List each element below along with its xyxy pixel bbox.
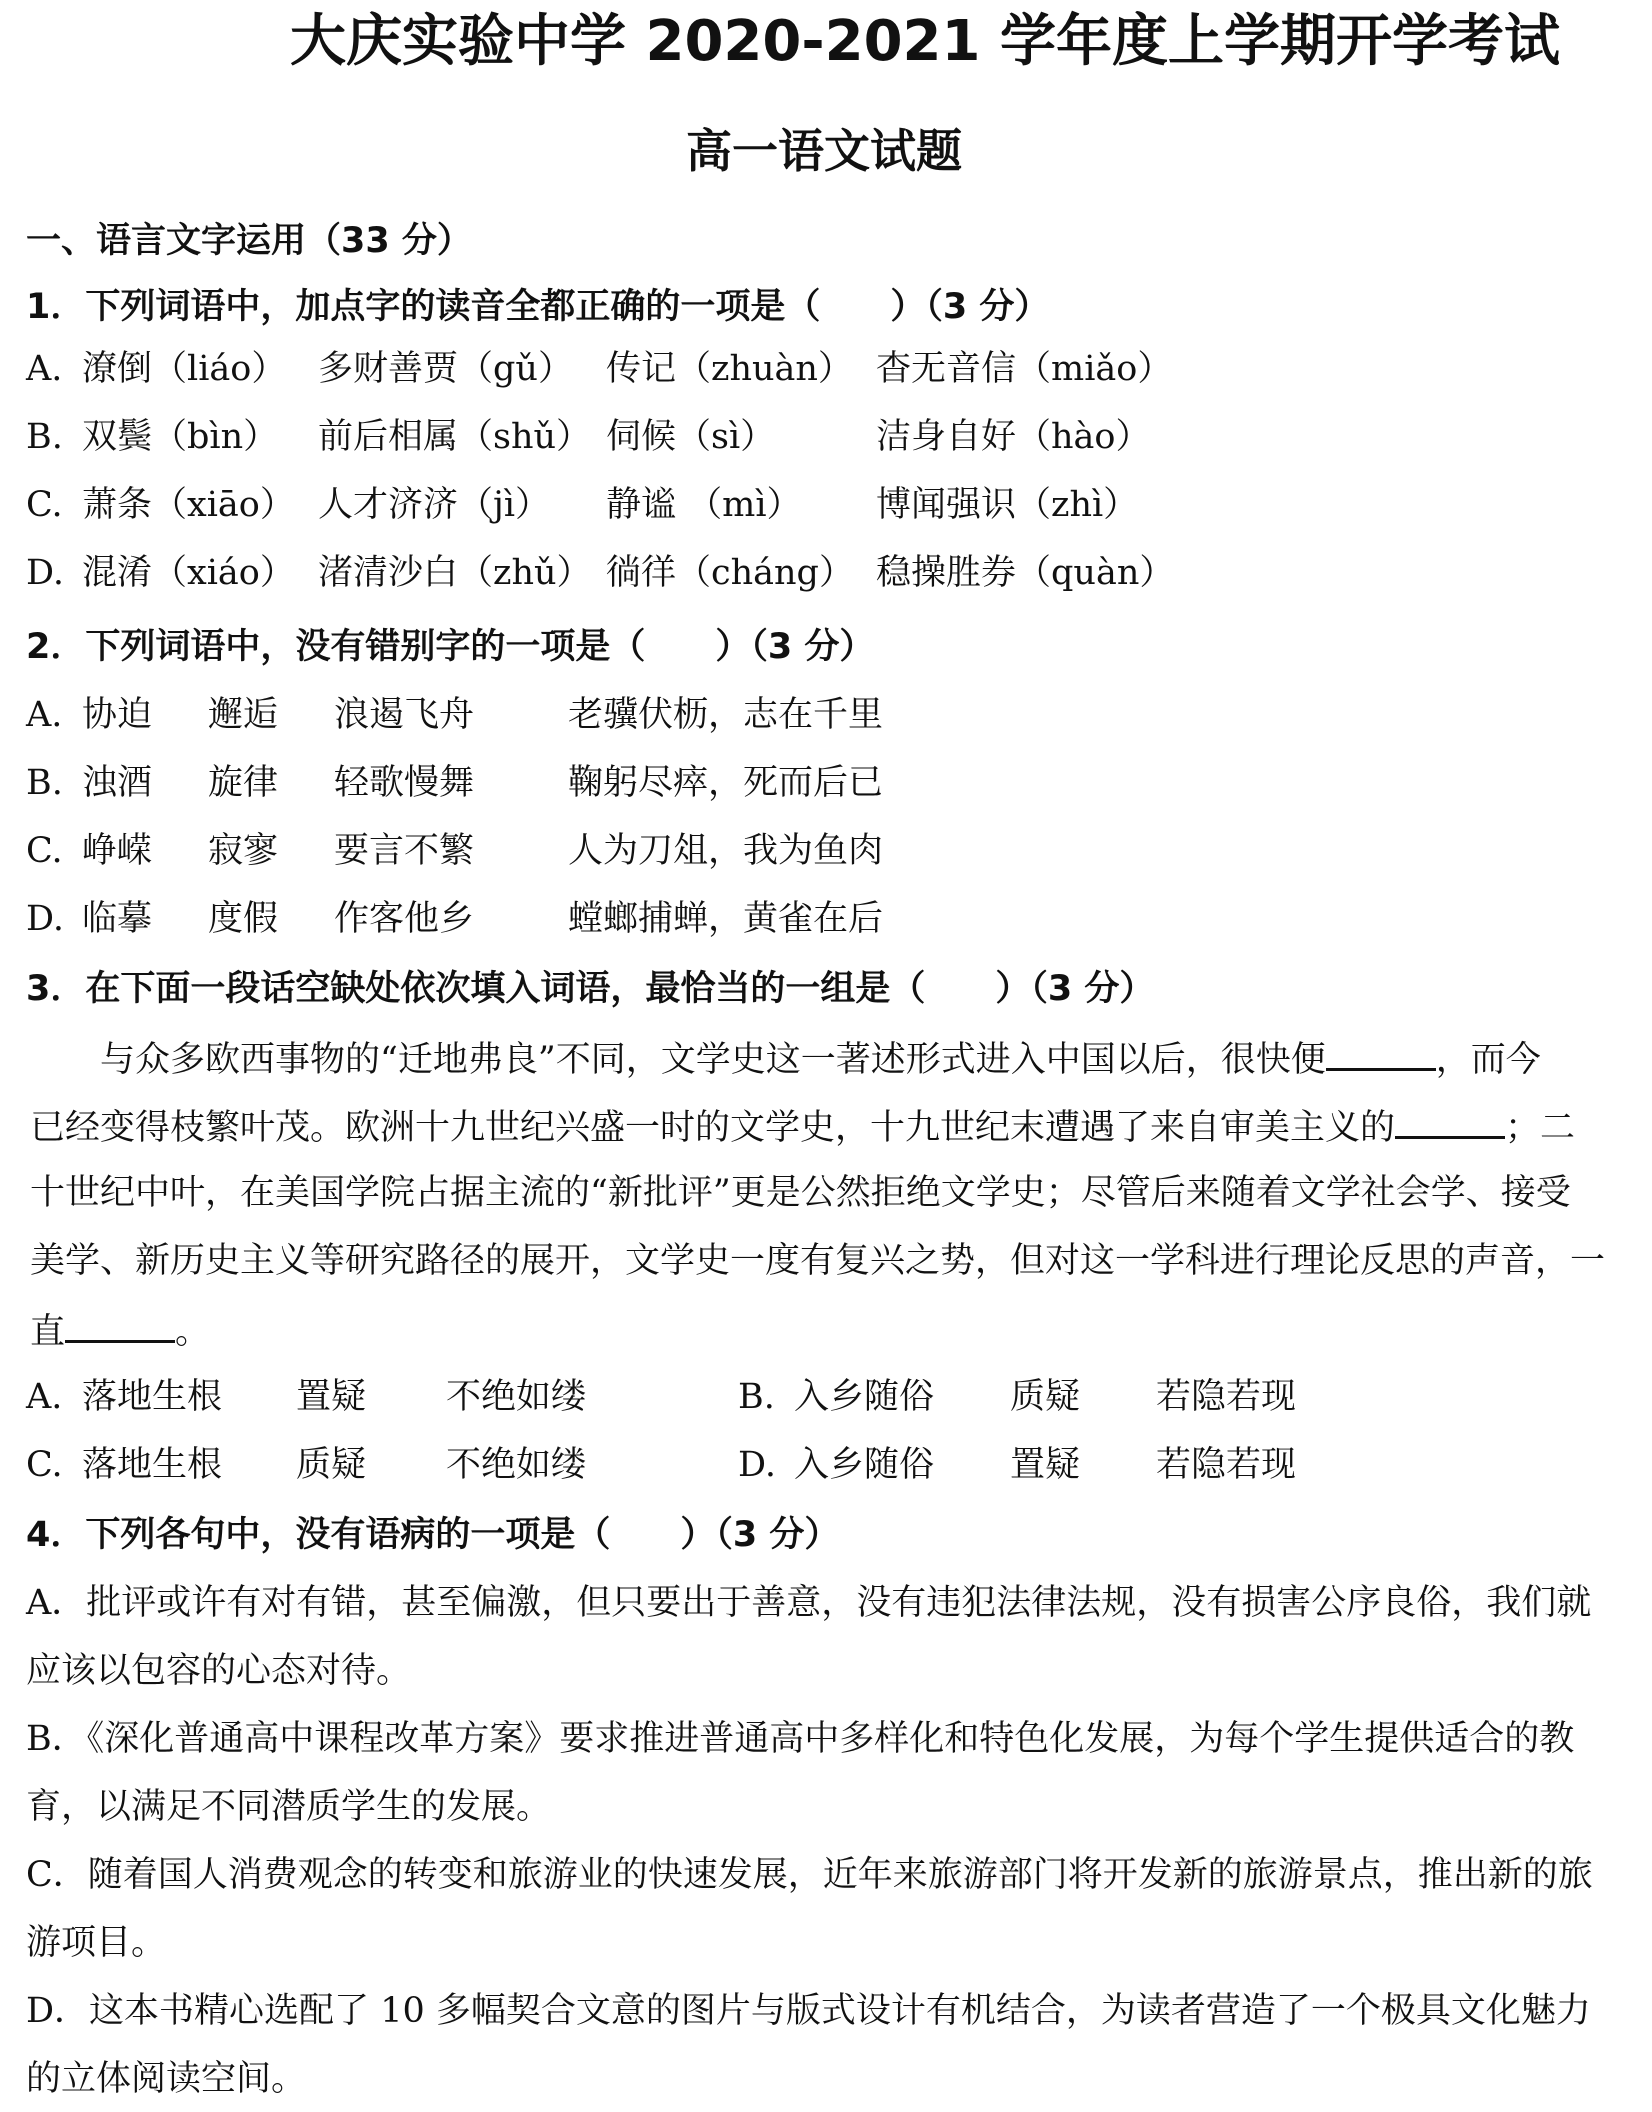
- q4-option-a-line: A．批评或许有对有错，甚至偏激，但只要出于善意，没有违犯法律法规，没有损害公序良俗，我们就: [26, 1583, 1592, 1623]
- q1-option-a-item: 多财善贾（gǔ）: [318, 349, 573, 389]
- question-1-stem: 1．下列词语中，加点字的读音全都正确的一项是（ ）（3 分）: [26, 287, 1050, 327]
- q3-option-c-item: 落地生根: [82, 1445, 223, 1485]
- q1-option-a-item: 潦倒（liáo）: [82, 349, 287, 389]
- q1-option-c-letter: C.: [26, 485, 63, 525]
- q2-option-d-item: 临摹: [82, 899, 153, 939]
- q1-option-a-item: 杳无音信（miǎo）: [876, 349, 1173, 389]
- fill-blank-3: [65, 1312, 175, 1343]
- passage-text: ；二: [1505, 1108, 1576, 1148]
- q3-option-d-item: 若隐若现: [1156, 1445, 1297, 1485]
- q2-option-c-item: 寂寥: [208, 831, 279, 871]
- q1-option-c-item: 萧条（xiāo）: [82, 485, 295, 525]
- passage-line: [30, 1108, 1575, 1146]
- q3-option-b-letter: B.: [738, 1377, 775, 1417]
- q1-option-a-letter: A.: [26, 349, 63, 389]
- q1-option-d-item: 徜徉（cháng）: [606, 553, 854, 593]
- passage-line: 美学、新历史主义等研究路径的展开，文学史一度有复兴之势，但对这一学科进行理论反思的声音，一: [30, 1241, 1606, 1281]
- q1-option-d-item: 稳操胜券（quàn）: [876, 553, 1175, 593]
- q4-option-c-line: C．随着国人消费观念的转变和旅游业的快速发展，近年来旅游部门将开发新的旅游景点，推出新的旅: [26, 1855, 1593, 1895]
- q2-option-b-item: 轻歌慢舞: [334, 763, 475, 803]
- q4-option-c-line: 游项目。: [26, 1923, 167, 1963]
- q2-option-d-item: 螳螂捕蝉，黄雀在后: [568, 899, 884, 939]
- q1-option-b-letter: B.: [26, 417, 63, 457]
- q2-option-b-item: 旋律: [208, 763, 279, 803]
- q1-option-b-item: 洁身自好（hào）: [876, 417, 1151, 457]
- q3-option-c-item: 不绝如缕: [446, 1445, 587, 1485]
- q1-option-d-item: 渚清沙白（zhǔ）: [318, 553, 592, 593]
- q2-option-b-item: 鞠躬尽瘁，死而后已: [568, 763, 884, 803]
- exam-title: 大庆实验中学 2020-2021 学年度上学期开学考试: [290, 9, 1560, 74]
- q3-option-a-item: 不绝如缕: [446, 1377, 587, 1417]
- q3-option-b-item: 若隐若现: [1156, 1377, 1297, 1417]
- passage-text: 。: [175, 1312, 211, 1352]
- q2-option-a-letter: A.: [26, 695, 63, 735]
- q3-option-a-item: 置疑: [296, 1377, 367, 1417]
- q1-option-a-item: 传记（zhuàn）: [606, 349, 853, 389]
- q4-option-d-line: 的立体阅读空间。: [26, 2059, 307, 2099]
- q3-option-a-letter: A.: [26, 1377, 63, 1417]
- passage-text: ，而今: [1435, 1040, 1541, 1080]
- q2-option-c-letter: C.: [26, 831, 63, 871]
- q4-option-d-line: D．这本书精心选配了 10 多幅契合文意的图片与版式设计有机结合，为读者营造了一个极具文化魅力: [26, 1991, 1591, 2031]
- q3-option-b-item: 入乡随俗: [794, 1377, 935, 1417]
- passage-text: 与众多欧西事物的“迁地弗良”不同，文学史这一著述形式进入中国以后，很快便: [100, 1040, 1326, 1080]
- question-2-stem: 2．下列词语中，没有错别字的一项是（ ）（3 分）: [26, 627, 875, 667]
- q3-option-a-item: 落地生根: [82, 1377, 223, 1417]
- q4-option-b-line: 育，以满足不同潜质学生的发展。: [26, 1787, 552, 1827]
- q1-option-b-item: 双鬓（bìn）: [82, 417, 279, 457]
- q1-option-c-item: 静谧 （mì）: [606, 485, 802, 525]
- q2-option-d-letter: D.: [26, 899, 64, 939]
- q1-option-c-item: 人才济济（jì）: [318, 485, 551, 525]
- q3-option-d-item: 入乡随俗: [794, 1445, 935, 1485]
- q4-option-a-line: 应该以包容的心态对待。: [26, 1651, 412, 1691]
- q3-option-d-letter: D.: [738, 1445, 776, 1485]
- q2-option-d-item: 作客他乡: [334, 899, 475, 939]
- passage-line: 十世纪中叶，在美国学院占据主流的“新批评”更是公然拒绝文学史；尽管后来随着文学社会学、接受: [30, 1173, 1571, 1213]
- q2-option-a-item: 老骥伏枥，志在千里: [568, 695, 884, 735]
- q3-option-b-item: 质疑: [1010, 1377, 1081, 1417]
- exam-subtitle: 高一语文试题: [686, 124, 962, 178]
- q1-option-c-item: 博闻强识（zhì）: [876, 485, 1139, 525]
- q3-option-c-letter: C.: [26, 1445, 63, 1485]
- question-3-stem: 3．在下面一段话空缺处依次填入词语，最恰当的一组是（ ）（3 分）: [26, 969, 1155, 1009]
- q2-option-c-item: 要言不繁: [334, 831, 475, 871]
- q2-option-a-item: 浪遏飞舟: [334, 695, 475, 735]
- q1-option-d-letter: D.: [26, 553, 64, 593]
- fill-blank-2: [1395, 1108, 1505, 1139]
- q1-option-b-item: 伺候（sì）: [606, 417, 776, 457]
- q2-option-a-item: 邂逅: [208, 695, 279, 735]
- q2-option-b-letter: B.: [26, 763, 63, 803]
- section-heading: 一、语言文字运用（33 分）: [26, 221, 472, 261]
- q3-option-d-item: 置疑: [1010, 1445, 1081, 1485]
- passage-text: 直: [30, 1312, 66, 1352]
- q2-option-c-item: 峥嵘: [82, 831, 153, 871]
- passage-text: 已经变得枝繁叶茂。欧洲十九世纪兴盛一时的文学史，十九世纪末遭遇了来自审美主义的: [30, 1108, 1396, 1148]
- q2-option-c-item: 人为刀俎，我为鱼肉: [568, 831, 884, 871]
- q3-option-c-item: 质疑: [296, 1445, 367, 1485]
- passage-line: [30, 1312, 210, 1350]
- passage-line: [100, 1040, 1541, 1078]
- q4-option-b-line: B．《深化普通高中课程改革方案》要求推进普通高中多样化和特色化发展，为每个学生提供适合的教: [26, 1719, 1575, 1759]
- q1-option-d-item: 混淆（xiáo）: [82, 553, 295, 593]
- q2-option-d-item: 度假: [208, 899, 279, 939]
- q1-option-b-item: 前后相属（shǔ）: [318, 417, 592, 457]
- q2-option-b-item: 浊酒: [82, 763, 153, 803]
- question-4-stem: 4．下列各句中，没有语病的一项是（ ）（3 分）: [26, 1515, 840, 1555]
- fill-blank-1: [1326, 1040, 1436, 1071]
- q2-option-a-item: 协迫: [82, 695, 153, 735]
